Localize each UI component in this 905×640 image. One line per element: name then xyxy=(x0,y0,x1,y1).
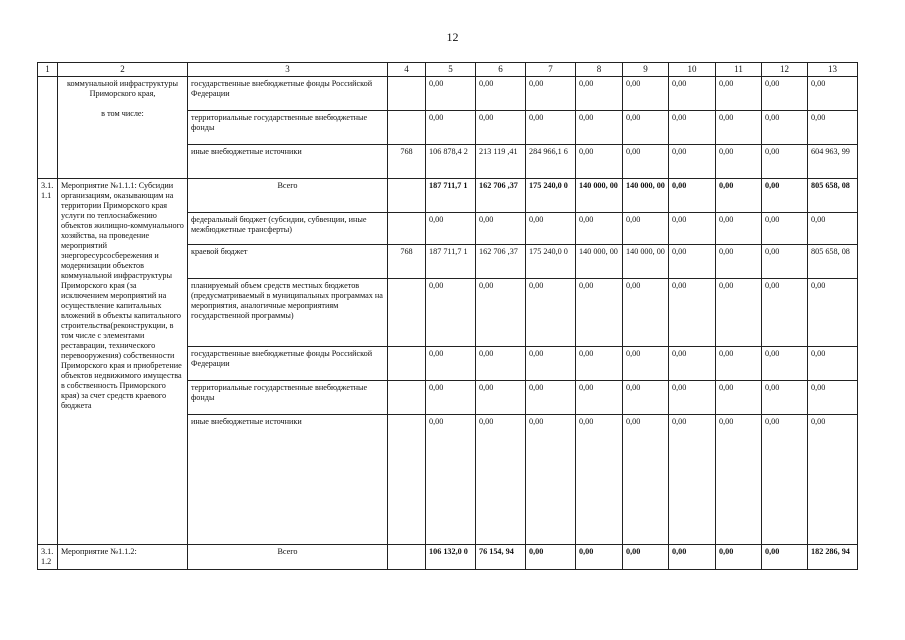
value-cell: 604 963, 99 xyxy=(808,144,858,178)
value-cell: 0,00 xyxy=(526,76,576,110)
value-cell: 0,00 xyxy=(808,414,858,544)
value-cell: 0,00 xyxy=(669,144,716,178)
value-cell: 0,00 xyxy=(426,346,476,380)
value-cell: 0,00 xyxy=(526,346,576,380)
header-cell: 9 xyxy=(623,63,669,77)
code-cell: 768 xyxy=(388,144,426,178)
value-cell: 0,00 xyxy=(576,76,623,110)
header-cell: 8 xyxy=(576,63,623,77)
value-cell: 0,00 xyxy=(576,414,623,544)
value-cell: 0,00 xyxy=(476,110,526,144)
activity-name-cell: Мероприятие №1.1.1: Субсидии организациям, оказывающим на территории Приморского края услуги по теплоснабжению объектов жилищно-коммунального хозяйства, на проведение мероприятий энергоресурсосбережения и модернизации объектов коммунальной инфраструктуры Приморского края (за исключением мероприятий на осуществление капитальных вложений в объекты капитального строительства(реконструкции, в том числе с элементами реставрации, технического перевооружения) собственности Приморского края и приобретение объектов недвижимого имущества в собственность Приморского края) за счет средств краевого бюджета xyxy=(58,178,188,544)
activity-name-cell: коммунальной инфраструктуры Приморского края, в том числе: xyxy=(58,76,188,178)
code-cell: 768 xyxy=(388,244,426,278)
funding-source-cell: иные внебюджетные источники xyxy=(188,414,388,544)
value-cell: 0,00 xyxy=(669,414,716,544)
value-cell: 0,00 xyxy=(716,212,762,244)
value-cell: 106 132,0 0 xyxy=(426,544,476,569)
value-cell: 0,00 xyxy=(623,76,669,110)
value-cell: 284 966,1 6 xyxy=(526,144,576,178)
value-cell: 0,00 xyxy=(623,278,669,346)
value-cell: 0,00 xyxy=(716,346,762,380)
value-cell: 0,00 xyxy=(762,144,808,178)
row-id-cell: 3.1. 1.1 xyxy=(38,178,58,544)
value-cell: 0,00 xyxy=(526,278,576,346)
header-cell: 2 xyxy=(58,63,188,77)
value-cell: 76 154, 94 xyxy=(476,544,526,569)
value-cell: 0,00 xyxy=(762,278,808,346)
header-row xyxy=(38,63,858,77)
value-cell: 0,00 xyxy=(716,278,762,346)
value-cell: 0,00 xyxy=(808,76,858,110)
value-cell: 0,00 xyxy=(623,110,669,144)
value-cell: 0,00 xyxy=(576,144,623,178)
value-cell: 0,00 xyxy=(576,278,623,346)
value-cell: 162 706 ,37 xyxy=(476,178,526,212)
value-cell: 0,00 xyxy=(669,346,716,380)
value-cell: 0,00 xyxy=(808,278,858,346)
value-cell: 0,00 xyxy=(576,212,623,244)
value-cell: 0,00 xyxy=(762,346,808,380)
funding-source-cell: территориальные государственные внебюджетные фонды xyxy=(188,110,388,144)
value-cell: 0,00 xyxy=(623,414,669,544)
value-cell: 213 119 ,41 xyxy=(476,144,526,178)
value-cell: 0,00 xyxy=(426,414,476,544)
value-cell: 0,00 xyxy=(623,544,669,569)
value-cell: 0,00 xyxy=(576,346,623,380)
value-cell: 0,00 xyxy=(716,414,762,544)
value-cell: 140 000, 00 xyxy=(623,244,669,278)
value-cell: 140 000, 00 xyxy=(576,178,623,212)
value-cell: 0,00 xyxy=(669,278,716,346)
value-cell: 0,00 xyxy=(476,76,526,110)
value-cell: 0,00 xyxy=(426,110,476,144)
code-cell xyxy=(388,544,426,569)
value-cell: 0,00 xyxy=(762,178,808,212)
value-cell: 175 240,0 0 xyxy=(526,244,576,278)
value-cell: 0,00 xyxy=(762,212,808,244)
value-cell: 0,00 xyxy=(762,244,808,278)
header-cell: 6 xyxy=(476,63,526,77)
value-cell: 0,00 xyxy=(669,76,716,110)
funding-source-cell: Всего xyxy=(188,544,388,569)
value-cell: 0,00 xyxy=(526,110,576,144)
value-cell: 140 000, 00 xyxy=(576,244,623,278)
value-cell: 0,00 xyxy=(426,212,476,244)
value-cell: 0,00 xyxy=(476,278,526,346)
value-cell: 0,00 xyxy=(762,110,808,144)
funding-source-cell: краевой бюджет xyxy=(188,244,388,278)
value-cell: 0,00 xyxy=(808,346,858,380)
value-cell: 0,00 xyxy=(762,76,808,110)
header-cell: 3 xyxy=(188,63,388,77)
value-cell: 0,00 xyxy=(623,346,669,380)
table-row xyxy=(38,544,858,569)
value-cell: 0,00 xyxy=(669,212,716,244)
value-cell: 0,00 xyxy=(669,244,716,278)
value-cell: 0,00 xyxy=(426,380,476,414)
header-cell: 4 xyxy=(388,63,426,77)
value-cell: 175 240,0 0 xyxy=(526,178,576,212)
funding-source-cell: федеральный бюджет (субсидии, субвенции, иные межбюджетные трансферты) xyxy=(188,212,388,244)
table-row xyxy=(38,76,858,110)
row-id-cell: 3.1. 1.2 xyxy=(38,544,58,569)
code-cell xyxy=(388,76,426,110)
header-cell: 7 xyxy=(526,63,576,77)
activity-name-cell: Мероприятие №1.1.2: xyxy=(58,544,188,569)
value-cell: 0,00 xyxy=(762,414,808,544)
value-cell: 0,00 xyxy=(623,144,669,178)
page-number: 12 xyxy=(446,30,459,44)
value-cell: 0,00 xyxy=(808,380,858,414)
funding-source-cell: территориальные государственные внебюджетные фонды xyxy=(188,380,388,414)
value-cell: 0,00 xyxy=(576,544,623,569)
value-cell: 187 711,7 1 xyxy=(426,178,476,212)
value-cell: 0,00 xyxy=(623,212,669,244)
value-cell: 0,00 xyxy=(623,380,669,414)
funding-source-cell: государственные внебюджетные фонды Российской Федерации xyxy=(188,346,388,380)
value-cell: 0,00 xyxy=(526,414,576,544)
value-cell: 0,00 xyxy=(426,278,476,346)
value-cell: 0,00 xyxy=(476,380,526,414)
value-cell: 0,00 xyxy=(476,212,526,244)
value-cell: 0,00 xyxy=(526,544,576,569)
value-cell: 0,00 xyxy=(669,544,716,569)
header-cell: 1 xyxy=(38,63,58,77)
funding-source-cell: планируемый объем средств местных бюджетов (предусматриваемый в муниципальных программах на мероприятия, аналогичные мероприятиям государственной программы) xyxy=(188,278,388,346)
value-cell: 0,00 xyxy=(716,178,762,212)
value-cell: 0,00 xyxy=(476,414,526,544)
table-row xyxy=(38,178,858,212)
value-cell: 0,00 xyxy=(716,110,762,144)
budget-table xyxy=(37,62,858,570)
value-cell: 0,00 xyxy=(808,212,858,244)
code-cell xyxy=(388,380,426,414)
funding-source-cell: иные внебюджетные источники xyxy=(188,144,388,178)
value-cell: 0,00 xyxy=(426,76,476,110)
value-cell: 0,00 xyxy=(576,110,623,144)
value-cell: 0,00 xyxy=(716,544,762,569)
code-cell xyxy=(388,278,426,346)
value-cell: 0,00 xyxy=(669,110,716,144)
header-cell: 10 xyxy=(669,63,716,77)
value-cell: 162 706 ,37 xyxy=(476,244,526,278)
funding-source-cell: Всего xyxy=(188,178,388,212)
value-cell: 0,00 xyxy=(716,380,762,414)
value-cell: 805 658, 08 xyxy=(808,178,858,212)
value-cell: 0,00 xyxy=(762,380,808,414)
value-cell: 0,00 xyxy=(526,380,576,414)
value-cell: 0,00 xyxy=(526,212,576,244)
value-cell: 0,00 xyxy=(669,178,716,212)
value-cell: 187 711,7 1 xyxy=(426,244,476,278)
value-cell: 0,00 xyxy=(476,346,526,380)
value-cell: 140 000, 00 xyxy=(623,178,669,212)
code-cell xyxy=(388,346,426,380)
row-id-cell xyxy=(38,76,58,178)
value-cell: 0,00 xyxy=(808,110,858,144)
value-cell: 106 878,4 2 xyxy=(426,144,476,178)
funding-source-cell: государственные внебюджетные фонды Российской Федерации xyxy=(188,76,388,110)
code-cell xyxy=(388,212,426,244)
header-cell: 11 xyxy=(716,63,762,77)
header-cell: 12 xyxy=(762,63,808,77)
value-cell: 182 286, 94 xyxy=(808,544,858,569)
value-cell: 805 658, 08 xyxy=(808,244,858,278)
value-cell: 0,00 xyxy=(716,144,762,178)
code-cell xyxy=(388,178,426,212)
value-cell: 0,00 xyxy=(716,244,762,278)
code-cell xyxy=(388,110,426,144)
header-cell: 13 xyxy=(808,63,858,77)
code-cell xyxy=(388,414,426,544)
value-cell: 0,00 xyxy=(716,76,762,110)
header-cell: 5 xyxy=(426,63,476,77)
value-cell: 0,00 xyxy=(669,380,716,414)
value-cell: 0,00 xyxy=(762,544,808,569)
value-cell: 0,00 xyxy=(576,380,623,414)
